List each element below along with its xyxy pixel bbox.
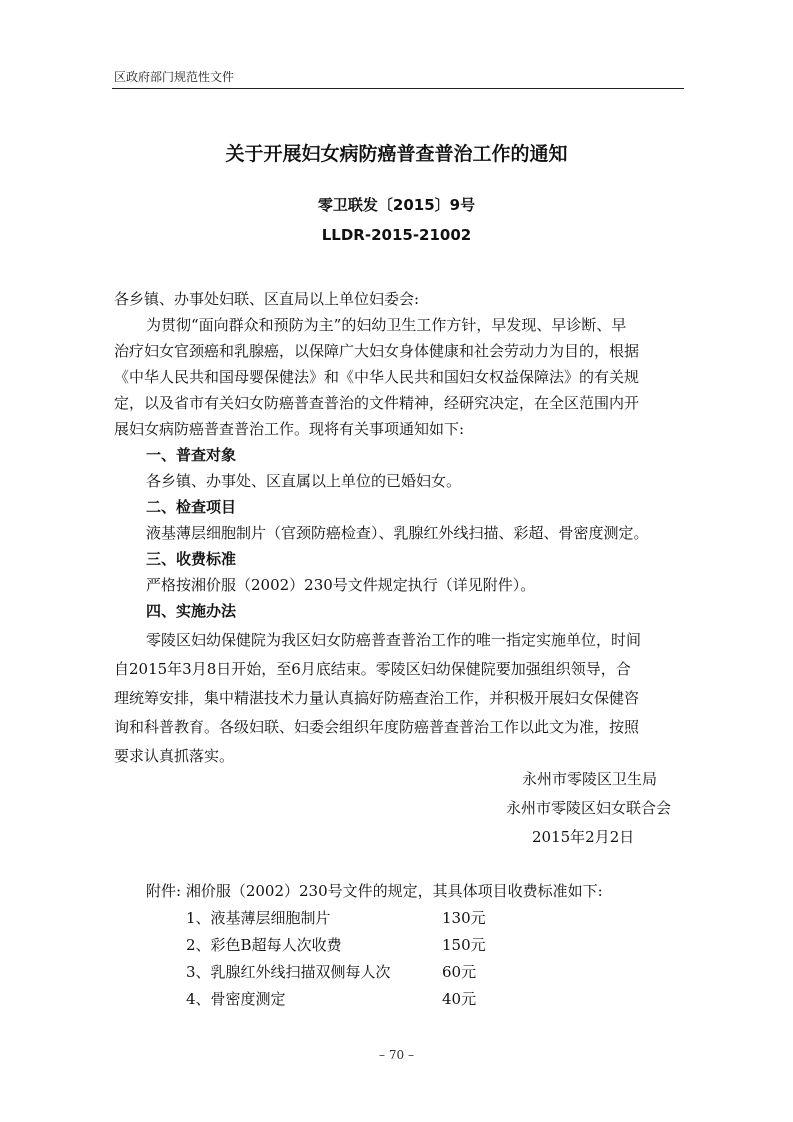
signature-org-health: 永州市零陵区卫生局 [522,770,658,788]
header-label: 区政府部门规范性文件 [114,70,235,84]
section-heading: 一、普查对象 [146,446,237,464]
intro-line: 展妇女病防癌普查普治工作。现将有关事项通知如下: [114,420,465,438]
implementation-line: 询和科普教育。各级妇联、妇委会组织年度防癌普查普治工作以此文为准，按照 [114,718,640,736]
signature-org-women: 永州市零陵区妇女联合会 [506,799,672,817]
intro-line: 定，以及省市有关妇女防癌普查普治的文件精神，经研究决定，在全区范围内开 [114,394,640,412]
fee-item-amount: 60元 [442,963,477,981]
section-heading: 四、实施办法 [146,602,237,620]
intro-line: 治疗妇女官颈癌和乳腺癌，以保障广大妇女身体健康和社会劳动力为目的，根据 [114,342,640,360]
header-divider [112,88,684,89]
section-heading: 二、检查项目 [146,498,237,516]
salutation: 各乡镇、办事处妇联、区直局以上单位妇委会: [114,290,420,308]
document-code: LLDR-2015-21002 [321,226,472,244]
section-heading: 三、收费标准 [146,550,237,568]
document-title: 关于开展妇女病防癌普查普治工作的通知 [225,143,568,165]
implementation-line: 零陵区妇幼保健院为我区妇女防癌普查普治工作的唯一指定实施单位，时间 [146,631,642,649]
section-body: 各乡镇、办事处、区直属以上单位的已婚妇女。 [146,472,462,490]
fee-item-amount: 40元 [442,990,477,1008]
fee-item-name: 4、骨密度测定 [186,990,286,1008]
fee-item-amount: 150元 [442,936,486,954]
fee-item-name: 3、乳腺红外线扫描双侧每人次 [186,963,391,981]
implementation-line: 自2015年3月8日开始，至6月底结束。零陵区妇幼保健院要加强组织领导，合 [114,660,631,678]
attachment-intro: 附件: 湘价服（2002）230号文件的规定，其具体项目收费标准如下: [146,882,603,900]
page-number: – 70 – [379,1048,414,1062]
fee-item-name: 1、液基薄层细胞制片 [186,909,331,927]
intro-line: 《中华人民共和国母婴保健法》和《中华人民共和国妇女权益保障法》的有关规 [114,368,640,386]
implementation-line: 理统筹安排，集中精湛技术力量认真搞好防癌查治工作，并积极开展妇女保健咨 [114,689,640,707]
fee-item-amount: 130元 [442,909,486,927]
implementation-line: 要求认真抓落实。 [114,747,235,765]
section-body: 严格按湘价服（2002）230号文件规定执行（详见附件）。 [146,576,536,594]
fee-item-name: 2、彩色B超每人次收费 [186,936,342,954]
document-number: 零卫联发〔2015〕9号 [317,196,476,214]
signature-date: 2015年2月2日 [532,828,635,846]
intro-line: 为贯彻“面向群众和预防为主”的妇幼卫生工作方针，早发现、早诊断、早 [146,316,627,334]
section-body: 液基薄层细胞制片（官颈防癌检查）、乳腺红外线扫描、彩超、骨密度测定。 [146,524,649,542]
